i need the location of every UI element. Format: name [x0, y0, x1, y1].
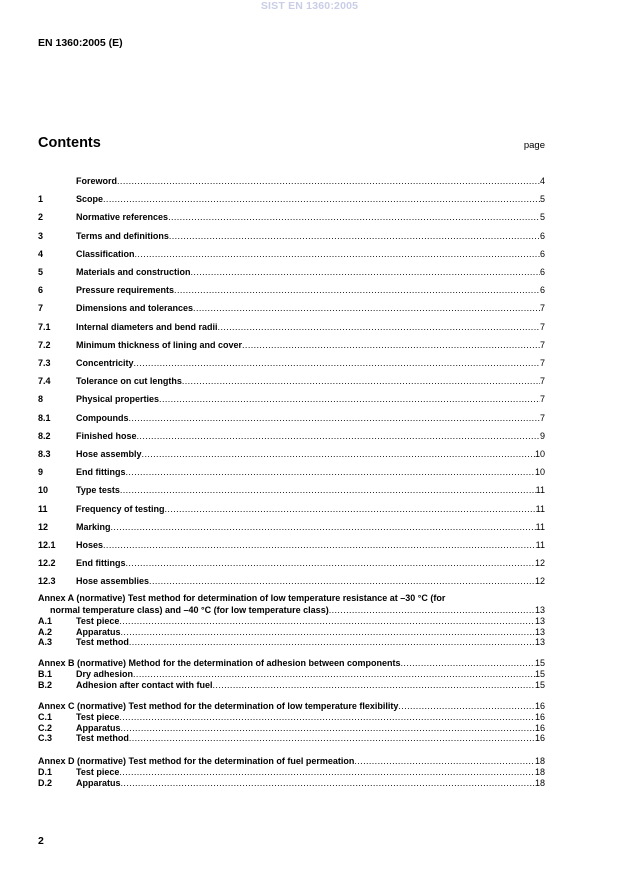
dot-leader: [135, 248, 540, 260]
toc-entry-page: 7: [539, 321, 545, 332]
toc-entry[interactable]: [38, 175, 545, 187]
toc-entry-number: C.3: [38, 733, 53, 743]
toc-entry-label: Hose assembly: [76, 449, 142, 459]
toc-entry-page: 13: [534, 616, 545, 626]
toc-entry[interactable]: [38, 575, 545, 587]
toc-entry-number: 7.4: [38, 376, 51, 387]
toc-entry-number: 8.1: [38, 412, 51, 423]
dot-leader: [134, 357, 540, 369]
dot-leader: [182, 375, 540, 387]
toc-entry-page: 6: [539, 285, 545, 296]
dot-leader: [169, 230, 540, 242]
dot-leader: [121, 777, 535, 789]
toc-entry-page: 9: [539, 430, 545, 441]
toc-entry-page: 7: [539, 394, 545, 405]
toc-entry-page: 5: [539, 212, 545, 223]
toc-entry-label: Apparatus: [76, 722, 121, 733]
toc-entry-label: Terms and definitions: [76, 230, 169, 241]
dot-leader: [149, 575, 535, 587]
toc-entry-page: 18: [534, 767, 545, 777]
toc-entry-number: 7: [38, 303, 44, 314]
toc-entry[interactable]: [38, 284, 545, 296]
toc-entry-page: 16: [534, 733, 545, 743]
toc-entry-page: 6: [539, 230, 545, 241]
toc-annex-subentry[interactable]: [38, 636, 545, 648]
toc-entry-page: 18: [534, 777, 545, 788]
toc-entry-label: Apparatus: [76, 626, 121, 637]
toc-entry-number: 12.1: [38, 540, 56, 550]
toc-entry-number: A.2: [38, 626, 53, 637]
watermark: SIST EN 1360:2005: [260, 0, 359, 12]
page-title: Contents: [38, 135, 101, 151]
toc-entry-label: Hoses: [76, 540, 104, 550]
toc-entry-label: Test piece: [76, 767, 120, 777]
toc-annex-subentry[interactable]: [38, 732, 545, 744]
dot-leader: [126, 466, 535, 478]
dot-leader: [129, 412, 540, 424]
toc-entry-label: Scope: [76, 194, 104, 205]
toc-entry-label: Dry adhesion: [76, 669, 134, 679]
toc-entry-page: 11: [535, 485, 545, 496]
toc-entry[interactable]: [38, 412, 545, 424]
toc-entry[interactable]: [38, 211, 545, 223]
annex-title-line: Annex A (normative) Test method for determination of low temperature resistance at –30 °C (for: [38, 593, 446, 603]
toc-entry-label: Dimensions and tolerances: [76, 303, 194, 314]
toc-entry-label: Frequency of testing: [76, 503, 165, 514]
toc-entry-page: 16: [534, 712, 545, 722]
toc-entry[interactable]: [38, 448, 545, 460]
toc-entry-number: 3: [38, 230, 44, 241]
toc-entry-label: Marking: [76, 521, 111, 532]
toc-entry-label: Type tests: [76, 485, 120, 496]
dot-leader: [193, 302, 540, 314]
toc-entry-label: normal temperature class) and –40 °C (for low temperature class): [50, 605, 329, 615]
toc-entry-number: 5: [38, 267, 44, 277]
toc-entry[interactable]: [38, 484, 545, 496]
dot-leader: [218, 321, 540, 333]
page-number: 2: [38, 835, 44, 847]
toc-entry-label: Adhesion after contact with fuel: [76, 679, 213, 690]
dot-leader: [103, 539, 536, 551]
toc-entry-page: 16: [534, 722, 545, 733]
toc-entry-page: 18: [534, 756, 545, 766]
toc-entry-label: Test method: [76, 733, 129, 743]
dot-leader: [117, 175, 540, 187]
toc-entry-page: 7: [539, 412, 545, 423]
toc-entry-page: 15: [534, 669, 545, 679]
toc-entry-label: Normative references: [76, 212, 169, 223]
toc-entry-page: 12: [534, 558, 545, 569]
dot-leader: [165, 503, 536, 515]
toc-annex-subentry[interactable]: [38, 679, 545, 691]
toc-entry-number: 11: [38, 503, 48, 514]
toc-entry-page: 11: [535, 540, 545, 550]
toc-entry-label: Materials and construction: [76, 267, 191, 277]
dot-leader: [129, 636, 535, 648]
toc-entry-number: B.1: [38, 669, 53, 679]
toc-entry-number: D.1: [38, 767, 53, 777]
toc-entry-number: 8: [38, 394, 44, 405]
toc-entry-label: Tolerance on cut lengths: [76, 376, 182, 387]
toc-entry-number: 12.3: [38, 576, 56, 587]
toc-entry[interactable]: [38, 375, 545, 387]
dot-leader: [159, 393, 540, 405]
toc-entry-label: Pressure requirements: [76, 285, 175, 296]
toc-entry-label: Test piece: [76, 616, 120, 626]
toc-entry[interactable]: [38, 393, 545, 405]
dot-leader: [242, 339, 540, 351]
dot-leader: [137, 430, 540, 442]
toc-entry[interactable]: [38, 503, 545, 515]
toc-entry-number: A.1: [38, 616, 53, 626]
toc-entry-label: Compounds: [76, 412, 129, 423]
toc-entry-label: Concentricity: [76, 358, 134, 368]
toc-entry-number: 9: [38, 467, 44, 478]
toc-entry-number: 7.1: [38, 321, 51, 332]
toc-entry-page: 10: [534, 467, 545, 478]
toc-entry-page: 13: [534, 637, 545, 647]
toc-entry[interactable]: [38, 357, 545, 369]
toc-entry-number: 6: [38, 285, 44, 296]
toc-entry-number: C.2: [38, 722, 53, 733]
toc-entry-page: 16: [534, 701, 545, 711]
toc-entry-label: End fittings: [76, 467, 126, 478]
toc-entry-label: Annex C (normative) Test method for the determination of low temperature flexibility: [38, 701, 399, 711]
toc-entry-label: Hose assemblies: [76, 576, 150, 587]
toc-entry-number: 2: [38, 212, 44, 223]
dot-leader: [126, 557, 535, 569]
toc-entry[interactable]: [38, 321, 545, 333]
toc-entry[interactable]: [38, 230, 545, 242]
toc-entry-page: 7: [539, 339, 545, 350]
toc-entry-number: 8.2: [38, 430, 51, 441]
toc-entry-page: 6: [539, 267, 545, 277]
toc-entry-number: D.2: [38, 777, 53, 788]
toc-entry-number: 7.2: [38, 339, 51, 350]
toc-entry-number: B.2: [38, 679, 53, 690]
toc-entry-label: Annex B (normative) Method for the determination of adhesion between components: [38, 658, 401, 668]
toc-entry-label: Test method: [76, 637, 129, 647]
toc-entry[interactable]: [38, 266, 545, 278]
toc-entry[interactable]: [38, 430, 545, 442]
toc-entry-page: 11: [535, 503, 545, 514]
toc-entry-label: Apparatus: [76, 777, 121, 788]
toc-entry-page: 4: [539, 176, 545, 186]
toc-entry-page: 15: [534, 679, 545, 690]
toc-entry[interactable]: [38, 557, 545, 569]
toc-entry-label: Foreword: [76, 176, 118, 186]
toc-entry-label: Finished hose: [76, 430, 137, 441]
toc-entry-number: 12.2: [38, 558, 56, 569]
toc-entry[interactable]: [38, 193, 545, 205]
toc-entry-page: 13: [534, 605, 545, 615]
toc-entry-label: End fittings: [76, 558, 126, 569]
dot-leader: [142, 448, 535, 460]
toc-entry-number: 4: [38, 248, 44, 259]
toc-entry-page: 13: [534, 626, 545, 637]
toc-entry-page: 5: [539, 194, 545, 205]
toc-entry-page: 7: [539, 358, 545, 368]
toc-entry-page: 7: [539, 303, 545, 314]
dot-leader: [111, 521, 536, 533]
dot-leader: [191, 266, 540, 278]
toc-entry-label: Minimum thickness of lining and cover: [76, 339, 243, 350]
toc-entry[interactable]: [38, 466, 545, 478]
toc-annex-subentry[interactable]: [38, 777, 545, 789]
toc-entry-number: 1: [38, 194, 44, 205]
toc-entry-label: Internal diameters and bend radii: [76, 321, 218, 332]
dot-leader: [213, 679, 535, 691]
toc-entry[interactable]: [38, 339, 545, 351]
toc-entry-page: 15: [534, 658, 545, 668]
toc-entry-number: A.3: [38, 637, 53, 647]
toc-entry-label: Annex D (normative) Test method for the determination of fuel permeation: [38, 756, 355, 766]
toc-entry-page: 7: [539, 376, 545, 387]
toc-entry[interactable]: [38, 521, 545, 533]
dot-leader: [120, 484, 536, 496]
toc-entry-number: 10: [38, 485, 49, 496]
page-column-label: page: [523, 140, 545, 151]
toc-entry-page: 6: [539, 248, 545, 259]
toc-entry[interactable]: [38, 248, 545, 260]
toc-entry-page: 11: [535, 521, 545, 532]
toc-entry-label: Physical properties: [76, 394, 160, 405]
toc-entry-page: 12: [534, 576, 545, 587]
toc-entry-number: 8.3: [38, 449, 51, 459]
dot-leader: [129, 732, 535, 744]
toc-entry[interactable]: [38, 539, 545, 551]
toc-entry[interactable]: [38, 302, 545, 314]
toc-entry-page: 10: [534, 449, 545, 459]
toc-entry-label: Classification: [76, 248, 135, 259]
toc-entry-label: Test piece: [76, 712, 120, 722]
toc-entry-number: 12: [38, 521, 49, 532]
dot-leader: [103, 193, 540, 205]
dot-leader: [168, 211, 540, 223]
document-id: EN 1360:2005 (E): [38, 37, 123, 49]
toc-entry-number: C.1: [38, 712, 53, 722]
toc-entry-number: 7.3: [38, 358, 51, 368]
dot-leader: [174, 284, 540, 296]
